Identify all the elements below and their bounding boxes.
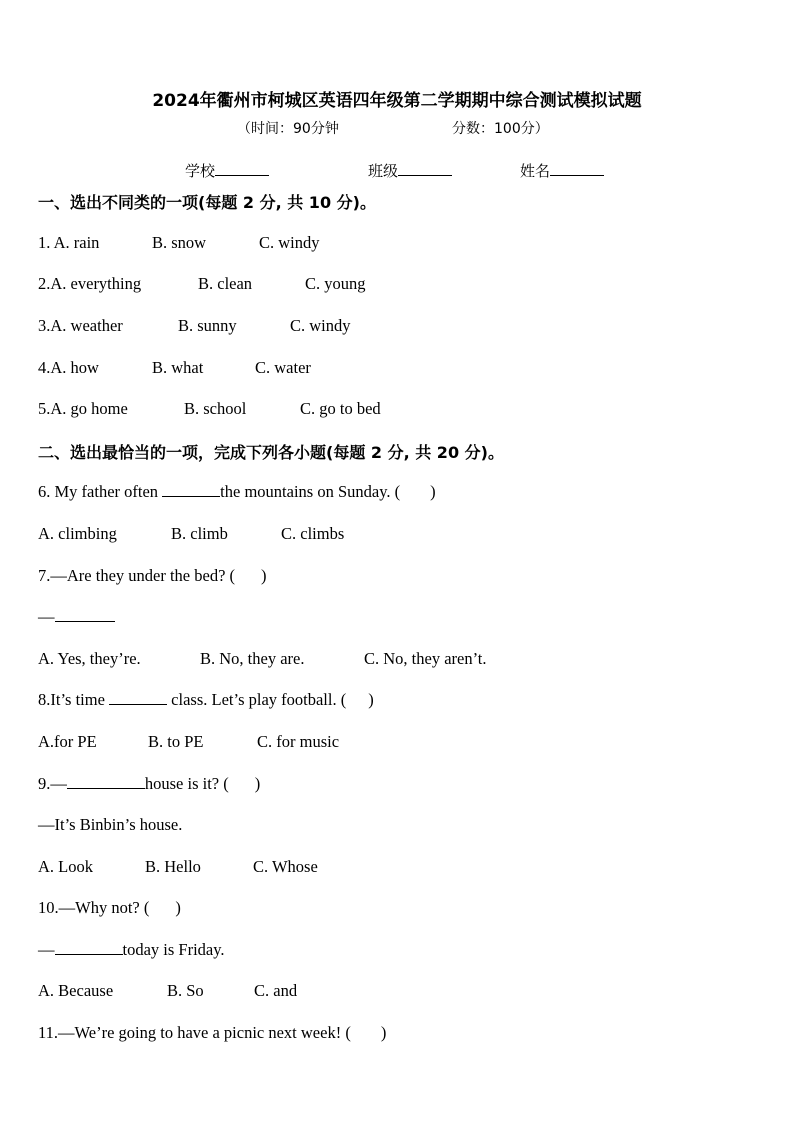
q9-blank[interactable]: [67, 774, 145, 789]
q10-option-a: A. Because: [38, 981, 114, 1000]
name-label: 姓名: [520, 162, 551, 180]
q11-stem: 11.—We’re going to have a picnic next week! (: [38, 1023, 351, 1042]
q9-paren-close: ): [254, 774, 261, 793]
q10-option-c: C. and: [254, 981, 298, 1000]
q9-option-c: C. Whose: [253, 857, 318, 876]
question-7-options: [38, 649, 487, 669]
school-label: 学校: [185, 162, 216, 180]
question-6: [38, 482, 436, 502]
question-6-options: [38, 524, 344, 544]
q6-option-a: A. climbing: [38, 524, 117, 543]
class-label: 班级: [368, 162, 399, 180]
q3-option-c: C. windy: [290, 316, 351, 335]
question-8: [38, 690, 374, 710]
question-9: [38, 774, 260, 794]
q10-stem: 10.—Why not? (: [38, 898, 150, 917]
q7-option-b: B. No, they are.: [200, 649, 305, 668]
q9-stem-start: 9.—: [38, 774, 67, 793]
exam-title: 2024年衢州市柯城区英语四年级第二学期期中综合测试模拟试题: [152, 91, 642, 111]
question-9-answer: —It’s Binbin’s house.: [38, 815, 183, 834]
q10-answer-dash: —: [38, 940, 55, 959]
question-10-options: [38, 981, 297, 1001]
q8-stem-end: class. Let’s play football. (: [171, 690, 347, 709]
question-9-options: [38, 857, 318, 877]
question-5: [38, 399, 381, 419]
q4-option-a: 4.A. how: [38, 358, 99, 377]
q8-option-a: A.for PE: [38, 732, 97, 751]
q9-option-a: A. Look: [38, 857, 93, 876]
question-4: [38, 358, 311, 378]
q8-paren-close: ): [368, 690, 374, 709]
q7-answer-dash: —: [38, 607, 55, 626]
q6-stem-end: the mountains on Sunday. (: [220, 482, 401, 501]
q7-option-a: A. Yes, they’re.: [38, 649, 141, 668]
question-10-answer: [38, 940, 225, 960]
class-blank[interactable]: [398, 161, 452, 176]
q6-blank[interactable]: [162, 482, 220, 497]
q2-option-c: C. young: [305, 274, 366, 293]
name-field: [520, 160, 604, 181]
q3-option-b: B. sunny: [178, 316, 237, 335]
q10-answer-blank[interactable]: [55, 940, 123, 955]
section2-heading: 二、选出最恰当的一项，完成下列各小题(每题 2 分, 共 20 分)。: [38, 443, 504, 462]
q9-option-b: B. Hello: [145, 857, 201, 876]
q5-option-c: C. go to bed: [300, 399, 381, 418]
q9-stem-end: house is it? (: [144, 774, 229, 793]
q10-answer-text: today is Friday.: [122, 940, 225, 959]
q4-option-b: B. what: [152, 358, 204, 377]
q8-blank[interactable]: [109, 690, 167, 705]
q5-option-a: 5.A. go home: [38, 399, 128, 418]
q5-option-b: B. school: [184, 399, 247, 418]
question-7: [38, 566, 267, 586]
school-blank[interactable]: [215, 161, 269, 176]
q6-option-b: B. climb: [171, 524, 228, 543]
q8-stem-start: 8.It’s time: [38, 690, 105, 709]
q1-option-b: B. snow: [152, 233, 207, 252]
q8-option-b: B. to PE: [148, 732, 204, 751]
q6-stem-start: 6. My father often: [38, 482, 159, 501]
q7-answer-blank[interactable]: [55, 607, 115, 622]
q1-option-c: C. windy: [259, 233, 320, 252]
question-8-options: [38, 732, 339, 752]
exam-time: （时间：90分钟: [237, 121, 339, 137]
q6-paren-close: ): [430, 482, 436, 501]
q2-option-b: B. clean: [198, 274, 253, 293]
q1-option-a: 1. A. rain: [38, 233, 100, 252]
q8-option-c: C. for music: [257, 732, 340, 751]
q2-option-a: 2.A. everything: [38, 274, 142, 293]
question-11: [38, 1023, 386, 1043]
q3-option-a: 3.A. weather: [38, 316, 123, 335]
q10-option-b: B. So: [167, 981, 204, 1000]
q11-paren-close: ): [380, 1023, 387, 1042]
name-blank[interactable]: [550, 161, 604, 176]
class-field: [368, 160, 452, 181]
q6-option-c: C. climbs: [281, 524, 345, 543]
question-7-answer-line: [38, 607, 115, 627]
q7-option-c: C. No, they aren’t.: [364, 649, 487, 668]
q7-stem: 7.—Are they under the bed? (: [38, 566, 236, 585]
q4-option-c: C. water: [255, 358, 311, 377]
question-3: [38, 316, 351, 336]
q10-paren-close: ): [175, 898, 181, 917]
question-10: [38, 898, 181, 918]
section1-heading: 一、选出不同类的一项(每题 2 分, 共 10 分)。: [38, 193, 376, 212]
question-1: [38, 233, 320, 253]
question-2: [38, 274, 366, 294]
school-field: [185, 160, 269, 181]
exam-score: 分数：100分）: [452, 121, 549, 137]
q7-paren-close: ): [261, 566, 267, 585]
